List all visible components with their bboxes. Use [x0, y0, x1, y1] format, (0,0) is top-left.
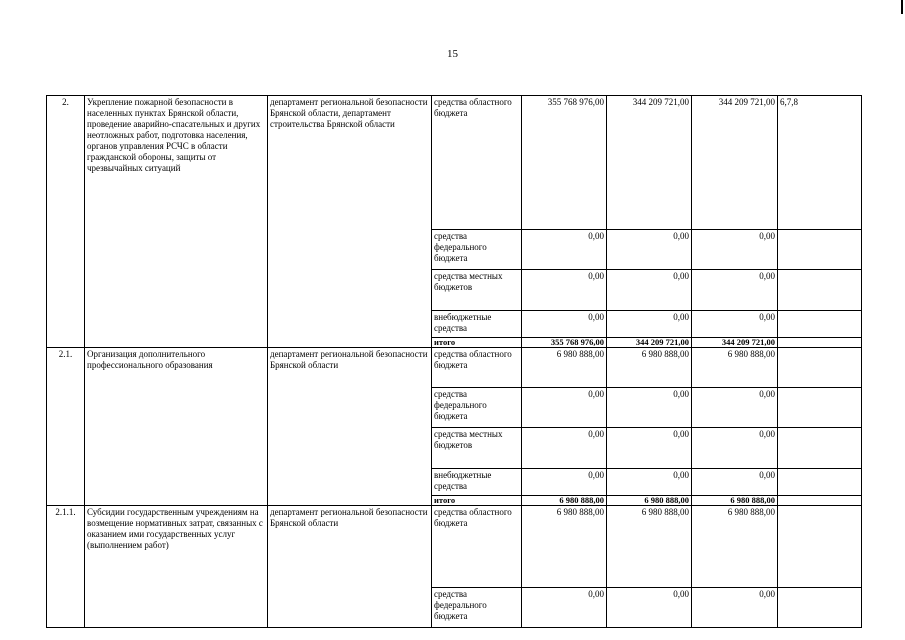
funding-source: средства областного бюджета	[432, 348, 522, 388]
funding-source: средства местных бюджетов	[432, 428, 522, 469]
amount-year-3: 344 209 721,00	[692, 96, 778, 230]
indicator-ref	[778, 230, 862, 270]
item-number: 2.1.	[47, 348, 85, 506]
funding-source-total: итого	[432, 338, 522, 348]
indicator-ref	[778, 588, 862, 628]
amount-year-1: 0,00	[522, 588, 607, 628]
amount-year-2: 0,00	[607, 588, 692, 628]
amount-year-1: 6 980 888,00	[522, 348, 607, 388]
indicator-ref	[778, 428, 862, 469]
item-name: Укрепление пожарной безопасности в населенных пунктах Брянской области, проведение аварийно-спасательных и других неотложных работ, подготовка населения, органов управления РСЧС в области гражданской обороны, защиты от чрезвычайных ситуаций	[85, 96, 268, 348]
total-year-3: 344 209 721,00	[692, 338, 778, 348]
total-year-2: 344 209 721,00	[607, 338, 692, 348]
indicator-ref	[778, 496, 862, 506]
amount-year-3: 0,00	[692, 588, 778, 628]
funding-source: средства местных бюджетов	[432, 270, 522, 311]
indicator-ref	[778, 506, 862, 588]
amount-year-3: 0,00	[692, 428, 778, 469]
amount-year-2: 0,00	[607, 388, 692, 428]
amount-year-3: 0,00	[692, 270, 778, 311]
item-name: Субсидии государственным учреждениям на возмещение нормативных затрат, связанных с оказанием ими государственных услуг (выполнением работ)	[85, 506, 268, 628]
item-number: 2.	[47, 96, 85, 348]
table-row	[47, 348, 862, 388]
amount-year-3: 0,00	[692, 388, 778, 428]
amount-year-3: 6 980 888,00	[692, 506, 778, 588]
indicator-ref	[778, 388, 862, 428]
funding-source: внебюджетные средства	[432, 469, 522, 496]
amount-year-1: 0,00	[522, 469, 607, 496]
budget-table	[46, 95, 862, 628]
funding-source: средства областного бюджета	[432, 506, 522, 588]
amount-year-3: 0,00	[692, 230, 778, 270]
funding-source-total: итого	[432, 496, 522, 506]
total-year-2: 6 980 888,00	[607, 496, 692, 506]
funding-source: внебюджетные средства	[432, 311, 522, 338]
scan-edge-mark	[901, 0, 903, 14]
indicator-ref	[778, 311, 862, 338]
amount-year-2: 0,00	[607, 270, 692, 311]
indicator-ref: 6,7,8	[778, 96, 862, 230]
table-row	[47, 506, 862, 588]
total-year-1: 355 768 976,00	[522, 338, 607, 348]
indicator-ref	[778, 469, 862, 496]
amount-year-2: 6 980 888,00	[607, 506, 692, 588]
amount-year-2: 344 209 721,00	[607, 96, 692, 230]
funding-source: средства федерального бюджета	[432, 588, 522, 628]
amount-year-2: 0,00	[607, 469, 692, 496]
amount-year-3: 0,00	[692, 469, 778, 496]
amount-year-3: 0,00	[692, 311, 778, 338]
funding-source: средства федерального бюджета	[432, 230, 522, 270]
page-number: 15	[447, 48, 458, 60]
amount-year-2: 0,00	[607, 428, 692, 469]
amount-year-1: 355 768 976,00	[522, 96, 607, 230]
indicator-ref	[778, 338, 862, 348]
item-number: 2.1.1.	[47, 506, 85, 628]
item-executor: департамент региональной безопасности Брянской области	[268, 506, 432, 628]
amount-year-1: 6 980 888,00	[522, 506, 607, 588]
funding-source: средства областного бюджета	[432, 96, 522, 230]
amount-year-1: 0,00	[522, 311, 607, 338]
amount-year-1: 0,00	[522, 428, 607, 469]
indicator-ref	[778, 348, 862, 388]
funding-source: средства федерального бюджета	[432, 388, 522, 428]
amount-year-2: 0,00	[607, 311, 692, 338]
indicator-ref	[778, 270, 862, 311]
item-executor: департамент региональной безопасности Брянской области, департамент строительства Брянской области	[268, 96, 432, 348]
amount-year-3: 6 980 888,00	[692, 348, 778, 388]
table-row	[47, 96, 862, 230]
amount-year-1: 0,00	[522, 388, 607, 428]
total-year-1: 6 980 888,00	[522, 496, 607, 506]
item-executor: департамент региональной безопасности Брянской области	[268, 348, 432, 506]
amount-year-2: 6 980 888,00	[607, 348, 692, 388]
amount-year-1: 0,00	[522, 230, 607, 270]
amount-year-1: 0,00	[522, 270, 607, 311]
item-name: Организация дополнительного профессионального образования	[85, 348, 268, 506]
total-year-3: 6 980 888,00	[692, 496, 778, 506]
amount-year-2: 0,00	[607, 230, 692, 270]
